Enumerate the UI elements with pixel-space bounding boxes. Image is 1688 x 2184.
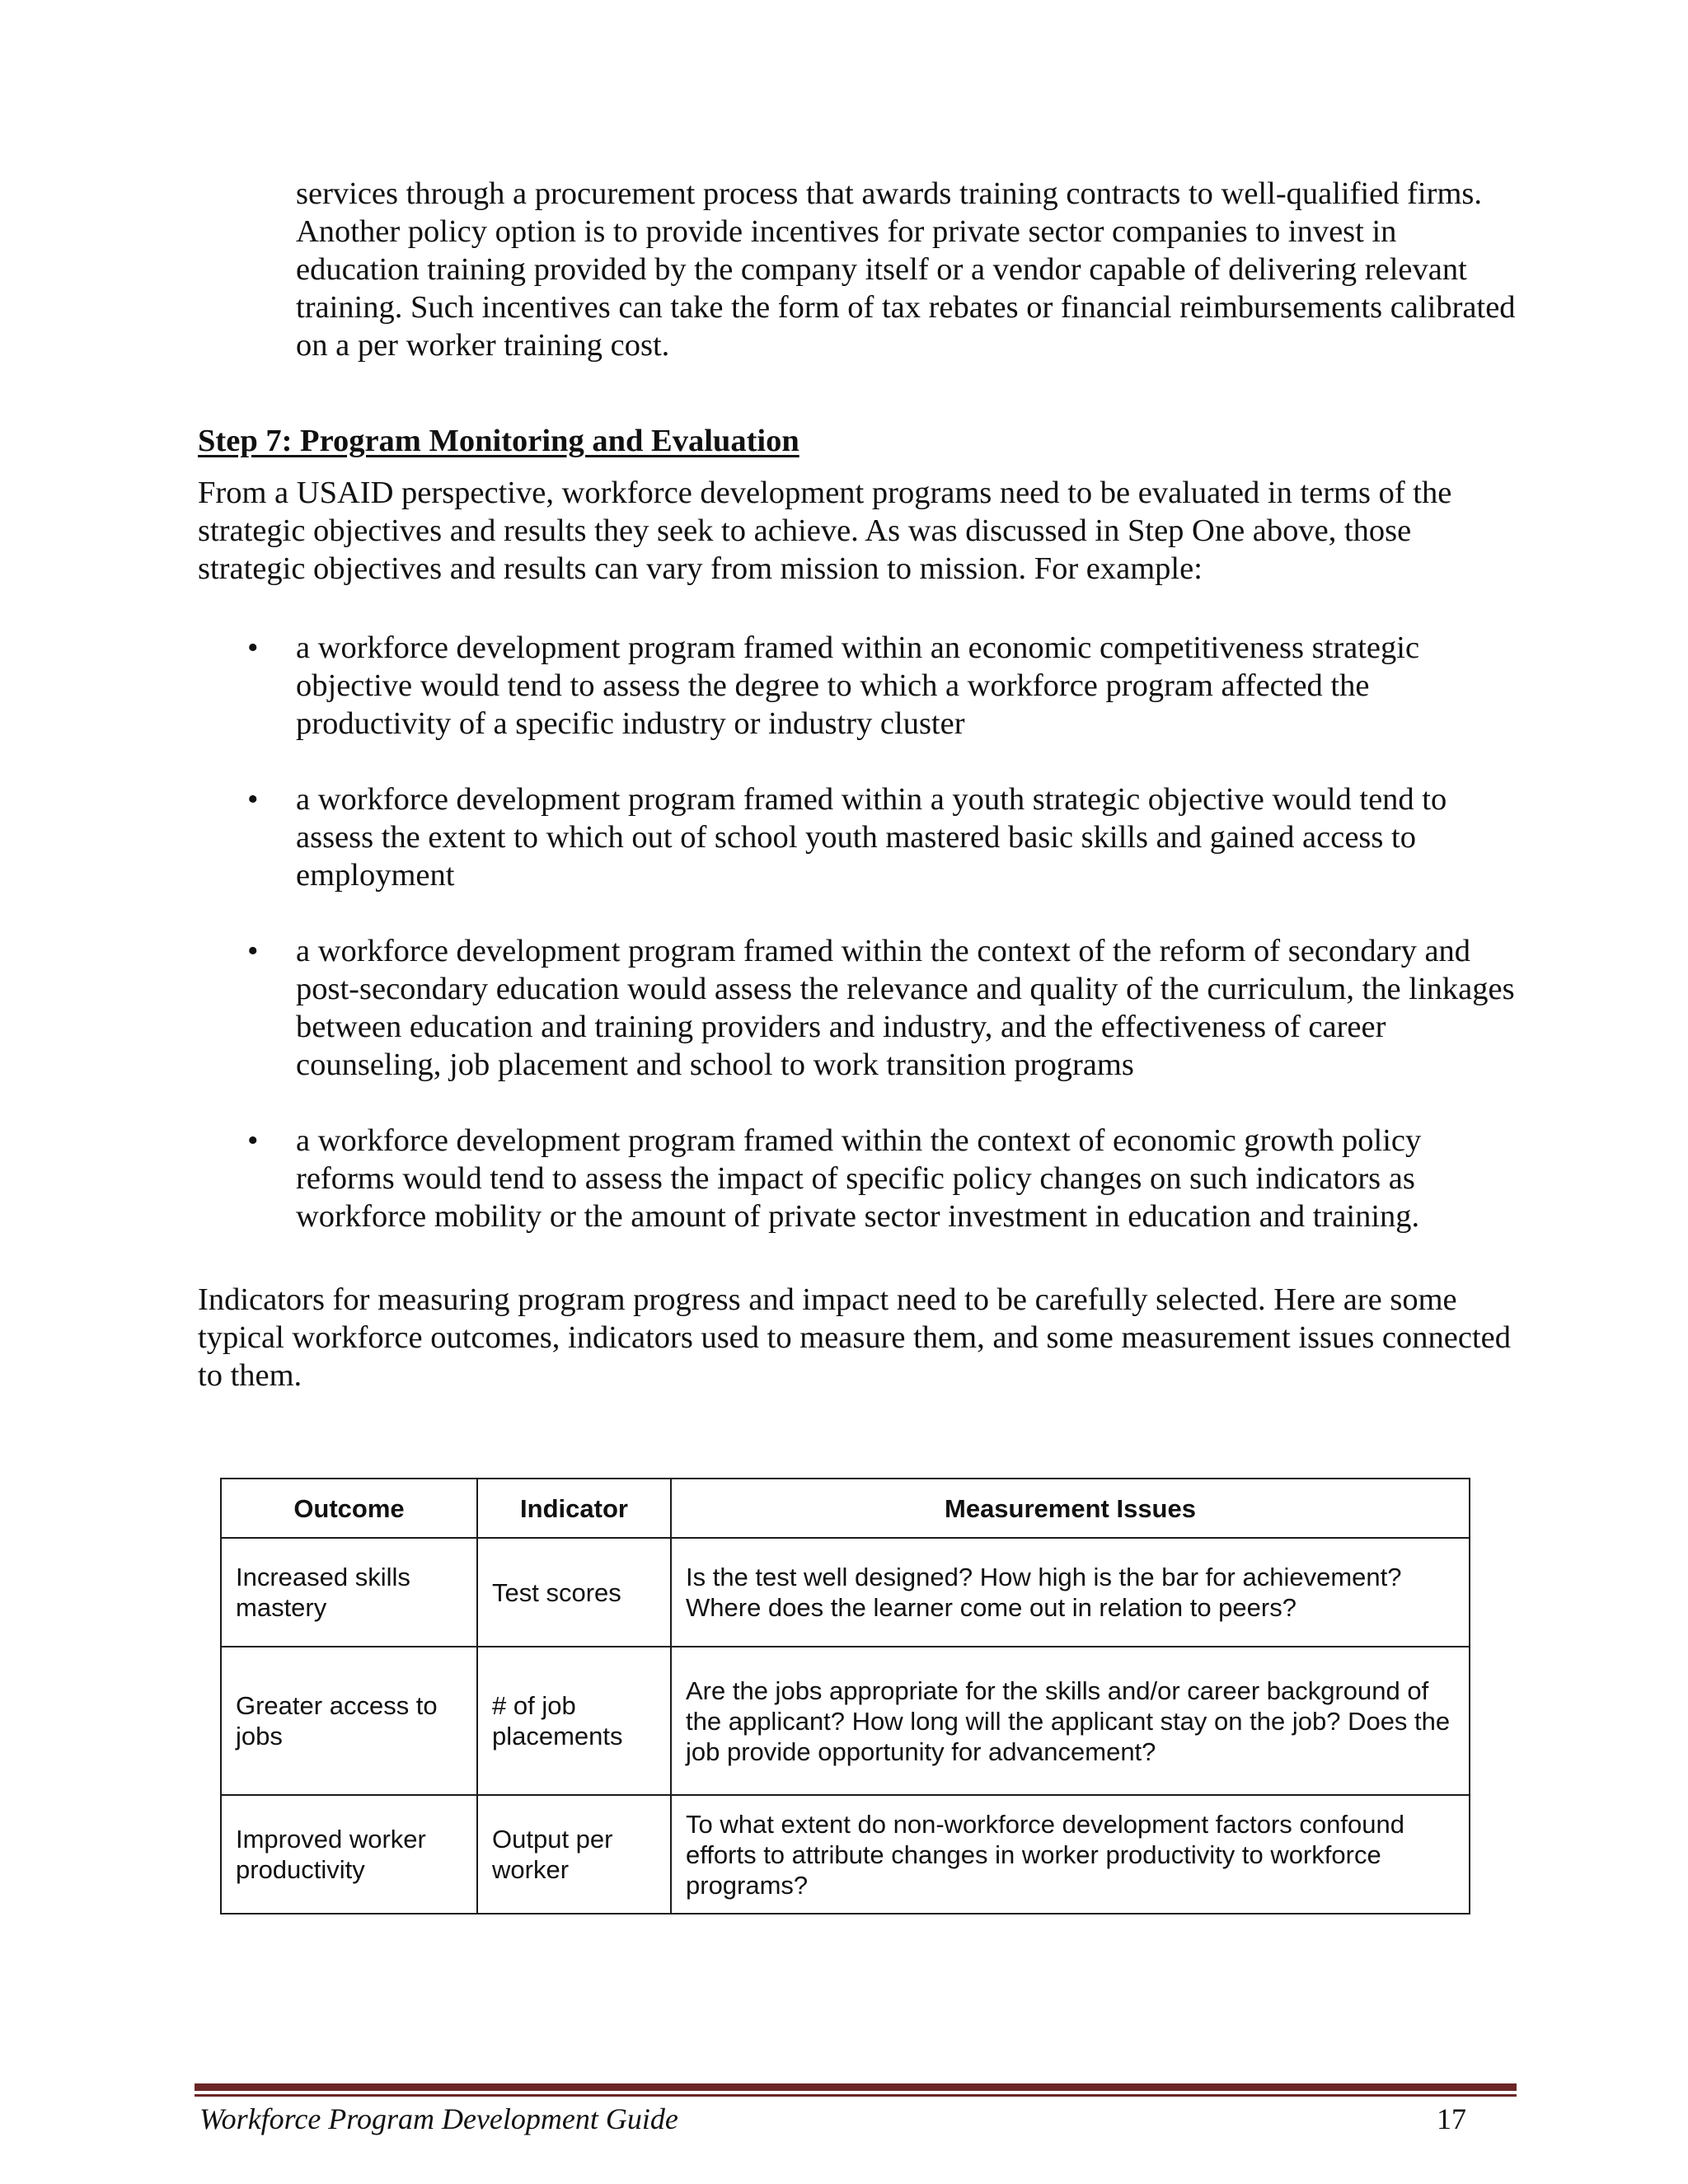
bullet-icon: • — [247, 782, 259, 817]
cell-indicator: Test scores — [477, 1538, 671, 1647]
bullet-icon: • — [247, 934, 259, 968]
cell-indicator: # of job placements — [477, 1647, 671, 1795]
cell-measurement-issues: To what extent do non-workforce development factors confound efforts to attribute changes in worker productivity to workforce programs? — [671, 1795, 1470, 1914]
table-row — [221, 1538, 1470, 1647]
footer-divider-thin — [195, 2094, 1517, 2097]
example-list — [198, 629, 1525, 1273]
header-indicator: Indicator — [477, 1479, 671, 1538]
table-row — [221, 1795, 1470, 1914]
list-item — [198, 629, 1525, 743]
page-number: 17 — [1437, 2102, 1466, 2135]
list-item — [198, 780, 1525, 894]
list-item-text: a workforce development program framed within an economic competitiveness strategic objective would tend to assess the degree to which a workforce program affected the productivity of a specific industry or industry cluster — [296, 630, 1420, 741]
header-outcome: Outcome — [221, 1479, 477, 1538]
cell-outcome: Improved worker productivity — [221, 1795, 477, 1914]
section-heading: Step 7: Program Monitoring and Evaluation — [198, 424, 799, 458]
bullet-icon: • — [247, 1123, 259, 1158]
cell-outcome: Greater access to jobs — [221, 1647, 477, 1795]
intro-paragraph: From a USAID perspective, workforce development programs need to be evaluated in terms of the strategic objectives and results they seek to achieve. As was discussed in Step One above, those strategic objectives and results can vary from mission to mission. For example: — [198, 476, 1452, 586]
outcomes-table — [220, 1478, 1470, 1915]
cell-indicator: Output per worker — [477, 1795, 671, 1914]
cell-measurement-issues: Are the jobs appropriate for the skills and/or career background of the applicant? How long will the applicant stay on the job? Does the job provide opportunity for advancement? — [671, 1647, 1470, 1795]
list-item-text: a workforce development program framed within the context of economic growth policy reforms would tend to assess the impact of specific policy changes on such indicators as workforce mobility or the amount of private sector investment in education and training. — [296, 1123, 1422, 1234]
table-row — [221, 1647, 1470, 1795]
footer-divider — [195, 2083, 1517, 2091]
bullet-icon: • — [247, 630, 259, 665]
list-item — [198, 932, 1525, 1084]
list-item-text: a workforce development program framed within a youth strategic objective would tend to assess the extent to which out of school youth mastered basic skills and gained access to employment — [296, 782, 1447, 893]
continuation-paragraph: services through a procurement process that awards training contracts to well-qualified firms. Another policy option is to provide incentives for private sector companies to invest in education training provided by the company itself or a vendor capable of delivering relevant training. Such incentives can take the form of tax rebates or financial reimbursements calibrated on a per worker training cost. — [296, 176, 1516, 363]
list-item-text: a workforce development program framed within the context of the reform of secondary and post-secondary education would assess the relevance and quality of the curriculum, the linkages between education and training providers and industry, and the effectiveness of career counseling, job placement and school to work transition programs — [296, 934, 1515, 1082]
cell-measurement-issues: Is the test well designed? How high is the bar for achievement? Where does the learner come out in relation to peers? — [671, 1538, 1470, 1647]
footer-document-title: Workforce Program Development Guide — [199, 2102, 678, 2135]
table-header-row — [221, 1479, 1470, 1538]
closing-paragraph: Indicators for measuring program progress and impact need to be carefully selected. Here are some typical workforce outcomes, indicators used to measure them, and some measurement issues connected to them. — [198, 1282, 1511, 1393]
list-item — [198, 1122, 1525, 1235]
header-measurement-issues: Measurement Issues — [671, 1479, 1470, 1538]
cell-outcome: Increased skills mastery — [221, 1538, 477, 1647]
